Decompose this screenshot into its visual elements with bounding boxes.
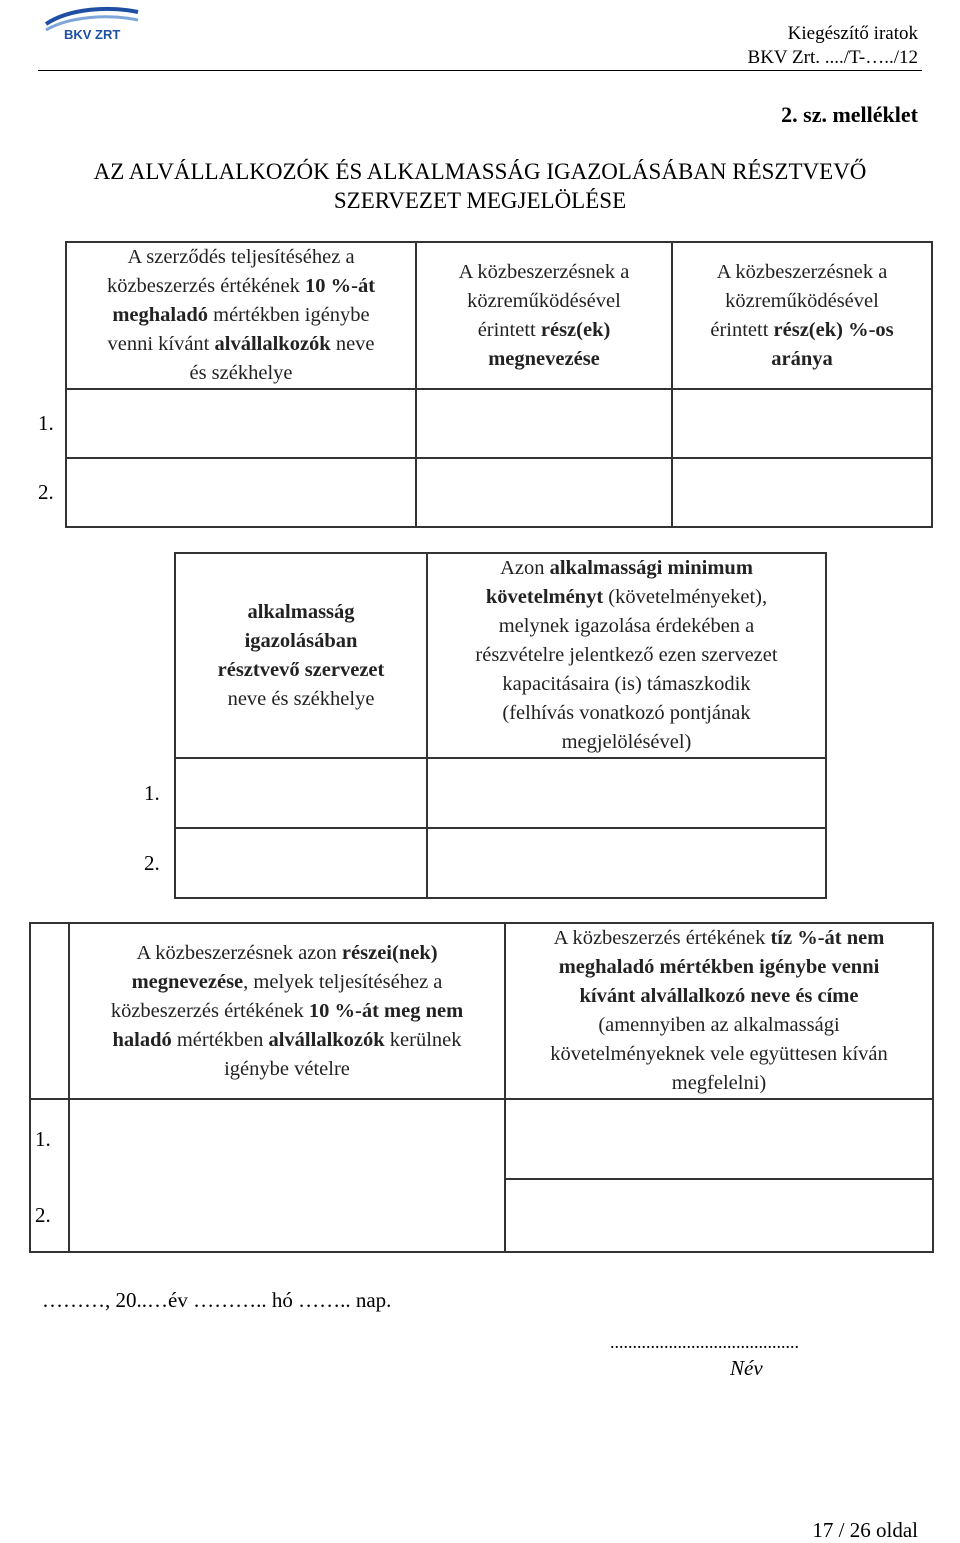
- row-number: 1.: [144, 780, 160, 805]
- row-number: 1.: [30, 1099, 69, 1179]
- small-subcontractor-table: [29, 922, 934, 1253]
- table-row: [128, 758, 826, 828]
- header-line-1: Kiegészítő iratok: [787, 23, 918, 44]
- table-row: [34, 458, 932, 527]
- table-cell[interactable]: [69, 1179, 505, 1252]
- table-cell[interactable]: [505, 1099, 933, 1179]
- col-header-parts: A közbeszerzésnek azon részei(nek) megnevezése, melyek teljesítéséhez a közbeszerzés értékének 10 %-át meg nem haladó mértékben alvállalkozók kerülnek igénybe vételre: [69, 923, 505, 1099]
- table-row: [34, 389, 932, 458]
- table-row: [128, 828, 826, 898]
- page-number: 17 / 26 oldal: [812, 1518, 918, 1542]
- table-cell[interactable]: [672, 389, 932, 458]
- table-cell[interactable]: [66, 458, 416, 527]
- title-line-1: AZ ALVÁLLALKOZÓK ÉS ALKALMASSÁG IGAZOLÁSÁBAN RÉSZTVEVŐ: [93, 159, 867, 184]
- title-line-2: SZERVEZET MEGJELÖLÉSE: [333, 188, 627, 213]
- row-number: 2.: [144, 850, 160, 875]
- annex-label: 2. sz. melléklet: [781, 102, 918, 127]
- col-header-organization: alkalmasság igazolásában résztvevő szervezet neve és székhelye: [175, 553, 427, 758]
- col-header-subcontractor: A szerződés teljesítéséhez a közbeszerzés értékének 10 %-át meghaladó mértékben igénybe venni kívánt alvállalkozók neve és székhelye: [66, 242, 416, 389]
- table-cell[interactable]: [175, 828, 427, 898]
- header-line-2: BKV Zrt. ..../T-…../12: [747, 47, 918, 68]
- table-cell[interactable]: [416, 389, 672, 458]
- date-line: ………, 20..…év ……….. hó …….. nap.: [42, 1288, 392, 1312]
- row-number: 1.: [38, 411, 54, 435]
- col-header-part-ratio: A közbeszerzésnek a közreműködésével érintett rész(ek) %-os aránya: [672, 242, 932, 389]
- row-number: 2.: [38, 480, 54, 504]
- table-row: [30, 1099, 933, 1179]
- table-cell[interactable]: [672, 458, 932, 527]
- signature-line: ..........................................: [610, 1332, 799, 1352]
- table-row: [30, 1179, 933, 1252]
- table-cell[interactable]: [69, 1099, 505, 1179]
- col-header-part-name: A közbeszerzésnek a közreműködésével érintett rész(ek) megnevezése: [416, 242, 672, 389]
- page-title: [0, 157, 960, 215]
- signature-label: Név: [730, 1356, 763, 1380]
- col-header-requirement: Azon alkalmassági minimum követelményt (követelményeket), melynek igazolása érdekében a részvételre jelentkező ezen szervezet kapacitásaira (is) támaszkodik (felhívás vonatkozó pontjának megjelölésével): [427, 553, 826, 758]
- row-number: 2.: [30, 1179, 69, 1252]
- table-cell[interactable]: [505, 1179, 933, 1252]
- table-cell[interactable]: [416, 458, 672, 527]
- bkv-logo: [40, 4, 144, 42]
- table-cell[interactable]: [427, 758, 826, 828]
- subcontractor-table: [34, 241, 933, 528]
- header-rule: [38, 70, 922, 71]
- table-cell[interactable]: [175, 758, 427, 828]
- logo-text: BKV ZRT: [64, 27, 121, 42]
- table-cell[interactable]: [427, 828, 826, 898]
- table-cell[interactable]: [66, 389, 416, 458]
- capacity-organization-table: [128, 552, 827, 899]
- document-header: [748, 22, 918, 70]
- col-header-subcontractor-name: A közbeszerzés értékének tíz %-át nem meghaladó mértékben igénybe venni kívánt alvállalkozó neve és címe (amennyiben az alkalmassági követelményeknek vele együttesen kíván megfelelni): [505, 923, 933, 1099]
